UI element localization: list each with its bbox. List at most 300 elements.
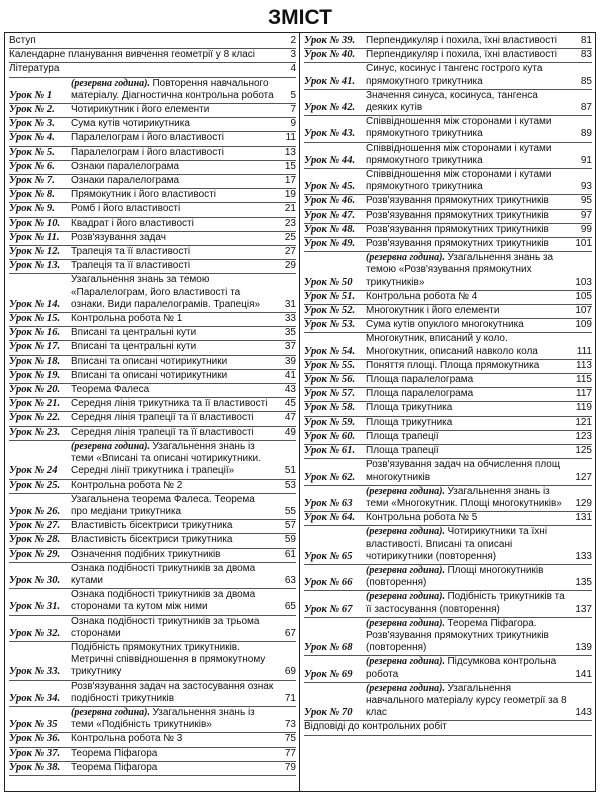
- toc-entry: [9, 427, 296, 441]
- toc-entry: [9, 132, 296, 146]
- lesson-title: Многокутник, вписаний у коло. Многокутник, описаний навколо кола: [366, 333, 538, 357]
- toc-entry: [9, 104, 296, 118]
- lesson-title: Контрольна робота № 1: [71, 313, 183, 325]
- page-number: 129: [575, 497, 592, 509]
- lesson-number: Урок № 25.: [9, 479, 61, 491]
- page-number: 59: [284, 534, 296, 546]
- page-number: 2: [290, 35, 296, 46]
- lesson-number: Урок № 38.: [9, 761, 61, 773]
- lesson-title: Теорема Фалеса: [71, 384, 150, 396]
- lesson-title: Ознака подібності трикутників за двома кутами: [71, 562, 256, 586]
- lesson-number: Урок № 2.: [9, 104, 55, 116]
- lesson-number: Урок № 41.: [304, 75, 356, 87]
- page-number: 73: [284, 719, 296, 731]
- toc-entry: [9, 147, 296, 161]
- page-number: 95: [580, 195, 592, 207]
- lesson-number: Урок № 36.: [9, 733, 61, 745]
- lesson-number: Урок № 8.: [9, 189, 55, 201]
- toc-entry: [304, 224, 592, 238]
- toc-entry: [304, 683, 592, 722]
- page-number: 41: [284, 369, 296, 381]
- lesson-number: Урок № 6.: [9, 160, 55, 172]
- page-number: 141: [575, 668, 592, 680]
- toc-entry: [9, 49, 296, 63]
- lesson-title: Перпендикуляр і похила, їхні властивості: [366, 35, 558, 46]
- page-number: 83: [580, 49, 592, 61]
- lesson-number: Урок № 53.: [304, 319, 356, 331]
- lesson-number: Урок № 35: [9, 719, 58, 731]
- lesson-title: (резервна година). Подібність трикутників та її застосування (повторення): [366, 591, 565, 615]
- lesson-title: Властивість бісектриси трикутника: [71, 520, 233, 532]
- lesson-title: Означення подібних трикутників: [71, 548, 221, 560]
- lesson-title: Ознака подібності трикутників за двома сторонами та кутом між ними: [71, 589, 256, 613]
- lesson-number: Урок № 27.: [9, 520, 61, 532]
- lesson-title: Значення синуса, косинуса, тангенса деяких кутів: [366, 89, 538, 114]
- toc-entry: [9, 35, 296, 49]
- lesson-number: Урок № 1: [9, 89, 53, 101]
- lesson-number: Урок № 58.: [304, 402, 356, 414]
- toc-entry: [9, 370, 296, 384]
- lesson-title: Контрольна робота № 3: [71, 733, 183, 745]
- page-title: ЗМІСТ: [268, 6, 332, 29]
- toc-entry: [9, 398, 296, 412]
- page-number: 113: [576, 359, 592, 371]
- page-number: 133: [575, 550, 592, 562]
- page-number: 63: [284, 574, 296, 586]
- toc-entry: [9, 748, 296, 762]
- toc-entry: [9, 246, 296, 260]
- lesson-number: Урок № 54.: [304, 345, 356, 357]
- page-number: 75: [284, 733, 296, 745]
- lesson-title: Многокутник і його елементи: [366, 305, 500, 317]
- page-number: 79: [284, 761, 296, 773]
- page-number: 109: [575, 319, 592, 331]
- page-number: 37: [284, 341, 296, 353]
- lesson-number: Урок № 68: [304, 642, 353, 654]
- lesson-title: Контрольна робота № 5: [366, 512, 478, 524]
- page-number: 119: [576, 402, 592, 414]
- toc-entry: [304, 431, 592, 445]
- lesson-number: Урок № 52.: [304, 305, 356, 317]
- lesson-number: Урок № 26.: [9, 505, 61, 517]
- toc-entry: [304, 360, 592, 374]
- reserve-note: (резервна година).: [366, 591, 448, 603]
- toc-entry: [304, 291, 592, 305]
- toc-entry: [9, 441, 296, 480]
- page-number: 99: [580, 223, 592, 235]
- lesson-number: Урок № 24: [9, 465, 58, 477]
- reserve-note: (резервна година).: [366, 485, 448, 497]
- reserve-note: (резервна година).: [366, 617, 448, 629]
- page-number: 111: [576, 345, 592, 357]
- lesson-number: Урок № 62.: [304, 471, 356, 483]
- lesson-title: Трапеція та її властивості: [71, 246, 191, 258]
- toc-entry: [9, 274, 296, 313]
- lesson-title: Контрольна робота № 4: [366, 290, 478, 302]
- lesson-title: Ознака подібності трикутників за трьома сторонами: [71, 615, 260, 639]
- lesson-number: Урок № 42.: [304, 102, 356, 114]
- lesson-title: Паралелограм і його властивості: [71, 132, 224, 144]
- toc-entry: [304, 618, 592, 657]
- lesson-title: Синус, косинус і тангенс гострого кута прямокутного трикутника: [366, 63, 543, 87]
- toc-entry: [9, 203, 296, 217]
- lesson-number: Урок № 61.: [304, 445, 356, 457]
- lesson-number: Урок № 45.: [304, 181, 356, 193]
- lesson-number: Урок № 32.: [9, 627, 61, 639]
- lesson-title: Середня лінія трапеції та її властивості: [71, 412, 254, 424]
- page-number: 53: [284, 479, 296, 491]
- lesson-title: Узагальнення знань за темою «Паралелограм, його властивості та ознаки. Види паралелограмів. Трапеція»: [71, 274, 261, 310]
- lesson-title: (резервна година). Площі многокутників (повторення): [366, 564, 544, 589]
- lesson-number: Урок № 9.: [9, 203, 55, 215]
- toc-entry: [9, 161, 296, 175]
- page-number: 89: [580, 128, 592, 140]
- lesson-title: Вписані та описані чотирикутники: [71, 355, 228, 367]
- toc-entry: [304, 402, 592, 416]
- lesson-number: Урок № 65: [304, 550, 353, 562]
- page-number: 43: [284, 384, 296, 396]
- lesson-title: Площа трапеції: [366, 430, 439, 442]
- page-number: 143: [575, 707, 592, 719]
- lesson-number: Урок № 13.: [9, 260, 61, 272]
- lesson-title: Чотирикутник і його елементи: [71, 104, 210, 116]
- toc-entry: [9, 313, 296, 327]
- lesson-title: Розв'язування прямокутних трикутників: [366, 238, 549, 250]
- lesson-number: Урок № 44.: [304, 154, 356, 166]
- toc-entry: [304, 195, 592, 209]
- toc-entry: [9, 494, 296, 520]
- toc-entry: [304, 565, 592, 591]
- lesson-number: Урок № 59.: [304, 416, 356, 428]
- toc-entry: [304, 210, 592, 224]
- toc-entry: [304, 591, 592, 617]
- lesson-title: Розв'язування задач: [71, 231, 166, 243]
- page-number: 11: [285, 132, 296, 144]
- page-number: 107: [575, 305, 592, 317]
- lesson-number: Урок № 33.: [9, 666, 61, 678]
- lesson-number: Урок № 7.: [9, 175, 55, 187]
- lesson-title: Література: [9, 63, 60, 75]
- toc-entry: [304, 333, 592, 359]
- page-number: 91: [580, 154, 592, 166]
- toc-entry: [9, 341, 296, 355]
- page-number: 57: [284, 520, 296, 532]
- lesson-title: Прямокутник і його властивості: [71, 189, 216, 201]
- toc-entry: [304, 305, 592, 319]
- lesson-title: (резервна година). Підсумкова контрольна робота: [366, 656, 557, 680]
- toc-entry: [9, 707, 296, 733]
- lesson-number: Урок № 67: [304, 603, 353, 615]
- toc-entry: [304, 486, 592, 512]
- reserve-note: (резервна година).: [366, 526, 448, 538]
- lesson-number: Урок № 46.: [304, 195, 356, 207]
- lesson-number: Урок № 66: [304, 577, 353, 589]
- page-number: 117: [576, 388, 592, 400]
- lesson-title: Площа паралелограма: [366, 388, 474, 400]
- page-number: 21: [284, 203, 296, 215]
- toc-entry: [9, 118, 296, 132]
- reserve-note: (резервна година).: [366, 252, 448, 264]
- lesson-number: Урок № 34.: [9, 692, 61, 704]
- lesson-number: Урок № 12.: [9, 246, 61, 258]
- lesson-number: Урок № 14.: [9, 298, 61, 310]
- page-number: 125: [575, 445, 592, 457]
- lesson-number: Урок № 69: [304, 668, 353, 680]
- lesson-title: Вписані та центральні кути: [71, 327, 197, 339]
- lesson-title: (резервна година). Узагальнення знань із теми «Подібність трикутників»: [71, 706, 255, 731]
- lesson-number: Урок № 3.: [9, 118, 55, 130]
- lesson-number: Урок № 15.: [9, 313, 61, 325]
- lesson-number: Урок № 31.: [9, 601, 61, 613]
- reserve-note: (резервна година).: [366, 656, 448, 668]
- page-number: 65: [284, 601, 296, 613]
- toc-entry: [304, 238, 592, 252]
- page-number: 137: [575, 603, 592, 615]
- page-number: 87: [580, 102, 592, 114]
- page-number: 29: [284, 260, 296, 272]
- page-number: 51: [284, 465, 296, 477]
- lesson-title: (резервна година). Узагальнення навчального матеріалу курсу геометрії за 8 клас: [366, 682, 567, 719]
- toc-entry: [304, 35, 592, 49]
- lesson-title: Вступ: [9, 35, 36, 46]
- lesson-title: Квадрат і його властивості: [71, 217, 194, 229]
- page-number: 69: [284, 666, 296, 678]
- lesson-number: Урок № 55.: [304, 359, 356, 371]
- lesson-title: Ромб і його властивості: [71, 203, 181, 215]
- lesson-number: Урок № 37.: [9, 747, 61, 759]
- page-number: 103: [575, 276, 592, 288]
- lesson-title: Властивість бісектриси трикутника: [71, 534, 233, 546]
- page-number: 127: [575, 471, 592, 483]
- lesson-number: Урок № 48.: [304, 223, 356, 235]
- lesson-number: Урок № 10.: [9, 217, 61, 229]
- page-number: 39: [284, 355, 296, 367]
- toc-entry: [9, 63, 296, 77]
- toc-entry: [304, 169, 592, 195]
- lesson-title: Сума кутів опуклого многокутника: [366, 319, 524, 331]
- page-number: 115: [576, 374, 592, 386]
- lesson-title: Сума кутів чотирикутника: [71, 118, 190, 130]
- toc-entry: [9, 733, 296, 747]
- lesson-title: Перпендикуляр і похила, їхні властивості: [366, 49, 558, 61]
- page-number: 9: [290, 118, 296, 130]
- toc-entry: [304, 252, 592, 291]
- page-number: 19: [284, 189, 296, 201]
- lesson-title: (резервна година). Чотирикутники та їхні властивості. Вписані та описані чотирикутники (повторення): [366, 526, 548, 562]
- lesson-title: Ознаки паралелограма: [71, 175, 180, 187]
- reserve-note: (резервна година).: [71, 77, 153, 89]
- lesson-number: Урок № 29.: [9, 548, 61, 560]
- lesson-number: Урок № 56.: [304, 374, 356, 386]
- lesson-title: Середня лінія трикутника та її властивості: [71, 398, 268, 410]
- lesson-number: Урок № 16.: [9, 327, 61, 339]
- page-number: 61: [284, 548, 296, 560]
- toc-entry: [9, 549, 296, 563]
- toc-right-column: [300, 33, 595, 791]
- page-number: 49: [284, 426, 296, 438]
- toc-entry: [9, 232, 296, 246]
- toc-entry: [304, 319, 592, 333]
- page-number: 101: [575, 238, 592, 250]
- lesson-number: Урок № 23.: [9, 426, 61, 438]
- toc-entry: [9, 175, 296, 189]
- lesson-title: Вписані та описані чотирикутники: [71, 369, 228, 381]
- lesson-number: Урок № 11.: [9, 231, 60, 243]
- page-number: 85: [580, 75, 592, 87]
- toc-entry: [9, 534, 296, 548]
- lesson-number: Урок № 28.: [9, 534, 61, 546]
- lesson-number: Урок № 22.: [9, 412, 61, 424]
- page-number: 121: [575, 416, 592, 428]
- lesson-number: Урок № 20.: [9, 384, 61, 396]
- lesson-title: (резервна година). Узагальнення знань за темою «Розв'язування прямокутних трикутників»: [366, 252, 554, 288]
- lesson-number: Урок № 21.: [9, 398, 61, 410]
- toc-entry: [304, 512, 592, 526]
- page-number: 33: [284, 313, 296, 325]
- lesson-title: Календарне планування вивчення геометрії у 8 класі: [9, 49, 256, 61]
- toc-entry: [9, 78, 296, 104]
- toc-left-column: [5, 33, 300, 791]
- lesson-title: Трапеція та її властивості: [71, 260, 191, 272]
- lesson-number: Урок № 39.: [304, 35, 356, 46]
- lesson-number: Урок № 60.: [304, 430, 356, 442]
- lesson-title: Співвідношення між сторонами і кутами прямокутного трикутника: [366, 169, 552, 193]
- lesson-title: (резервна година). Повторення навчального матеріалу. Діагностична контрольна робота: [71, 77, 274, 101]
- lesson-title: Теорема Піфагора: [71, 761, 158, 773]
- page-number: 4: [290, 63, 296, 75]
- page-number: 81: [580, 35, 592, 46]
- lesson-title: Площа паралелограма: [366, 374, 474, 386]
- page-number: 67: [284, 627, 296, 639]
- toc-entry: [9, 616, 296, 642]
- page-number: 55: [284, 505, 296, 517]
- page-number: 35: [284, 327, 296, 339]
- page-number: 7: [290, 104, 296, 116]
- lesson-number: Урок № 30.: [9, 574, 61, 586]
- toc-entry: [304, 90, 592, 116]
- lesson-number: Урок № 19.: [9, 369, 61, 381]
- toc-entry: [9, 762, 296, 776]
- page-number: 139: [575, 642, 592, 654]
- toc-entry: [9, 412, 296, 426]
- lesson-number: Урок № 18.: [9, 355, 61, 367]
- lesson-title: Подібність прямокутних трикутників. Метричні співвідношення в прямокутному трикутнику: [71, 641, 266, 678]
- page-number: 25: [284, 231, 296, 243]
- lesson-number: Урок № 63: [304, 497, 353, 509]
- toc-entry: [304, 63, 592, 89]
- toc-entry: [304, 49, 592, 63]
- toc-entry: [304, 445, 592, 459]
- page-number: 77: [284, 747, 296, 759]
- reserve-note: (резервна година).: [71, 706, 153, 718]
- lesson-number: Урок № 70: [304, 707, 353, 719]
- lesson-title: Контрольна робота № 2: [71, 479, 183, 491]
- lesson-title: Співвідношення між сторонами і кутами прямокутного трикутника: [366, 116, 552, 140]
- lesson-title: (резервна година). Узагальнення знань із теми «Многокутник. Площі многокутників»: [366, 485, 562, 509]
- lesson-title: Розв'язування прямокутних трикутників: [366, 195, 549, 207]
- toc-entry: [9, 327, 296, 341]
- lesson-title: (резервна година). Теорема Піфагора. Розв'язування прямокутних трикутників (повторення): [366, 617, 549, 654]
- toc-entry: [304, 116, 592, 142]
- page-number: 97: [580, 209, 592, 221]
- lesson-title: Площа трапеції: [366, 445, 439, 457]
- lesson-title: Розв'язування задач на обчислення площ многокутників: [366, 459, 561, 483]
- toc-table: [4, 32, 596, 792]
- toc-entry: [9, 563, 296, 589]
- lesson-title: Поняття площі. Площа прямокутника: [366, 359, 540, 371]
- page-number: 23: [284, 217, 296, 229]
- lesson-number: Урок № 4.: [9, 132, 55, 144]
- page-number: 3: [290, 49, 296, 61]
- lesson-number: Урок № 40.: [304, 49, 356, 61]
- page-number: 131: [575, 512, 592, 524]
- page-number: 17: [284, 175, 296, 187]
- lesson-title: Узагальнена теорема Фалеса. Теорема про медіани трикутника: [71, 493, 255, 517]
- lesson-number: Урок № 5.: [9, 146, 55, 158]
- lesson-title: Співвідношення між сторонами і кутами прямокутного трикутника: [366, 142, 552, 166]
- lesson-title: Розв'язування прямокутних трикутників: [366, 223, 549, 235]
- lesson-title: Розв'язування прямокутних трикутників: [366, 209, 549, 221]
- lesson-title: Теорема Піфагора: [71, 747, 158, 759]
- lesson-title: Відповіді до контрольних робіт: [304, 721, 447, 733]
- toc-entry: [304, 656, 592, 682]
- lesson-title: Паралелограм і його властивості: [71, 146, 224, 158]
- page-number: 27: [284, 246, 296, 258]
- lesson-number: Урок № 43.: [304, 128, 356, 140]
- toc-entry: [9, 681, 296, 707]
- toc-entry: [9, 189, 296, 203]
- toc-entry: [304, 374, 592, 388]
- lesson-title: (резервна година). Узагальнення знань із теми «Вписані та описані чотирикутники. Середні лінії трикутника і трапеції»: [71, 440, 261, 477]
- page-number: 105: [575, 290, 592, 302]
- reserve-note: (резервна година).: [366, 682, 448, 694]
- lesson-number: Урок № 47.: [304, 209, 356, 221]
- lesson-number: Урок № 64.: [304, 512, 356, 524]
- lesson-number: Урок № 49.: [304, 238, 356, 250]
- toc-entry: [9, 356, 296, 370]
- lesson-title: Ознаки паралелограма: [71, 160, 180, 172]
- toc-entry: [9, 589, 296, 615]
- page-number: 135: [575, 577, 592, 589]
- toc-entry: [304, 459, 592, 485]
- toc-entry: [304, 721, 592, 735]
- toc-entry: [9, 642, 296, 681]
- page-number: 123: [575, 430, 592, 442]
- lesson-number: Урок № 57.: [304, 388, 356, 400]
- lesson-title: Вписані та центральні кути: [71, 341, 197, 353]
- page-number: 13: [284, 146, 296, 158]
- reserve-note: (резервна година).: [366, 564, 448, 576]
- lesson-title: Площа трикутника: [366, 402, 453, 414]
- page-number: 47: [284, 412, 296, 424]
- toc-entry: [9, 480, 296, 494]
- lesson-number: Урок № 51.: [304, 290, 356, 302]
- page-number: 45: [284, 398, 296, 410]
- lesson-number: Урок № 17.: [9, 341, 61, 353]
- page-number: 15: [284, 160, 296, 172]
- toc-entry: [304, 143, 592, 169]
- toc-entry: [9, 384, 296, 398]
- page-number: 93: [580, 181, 592, 193]
- toc-entry: [9, 260, 296, 274]
- lesson-title: Розв'язування задач на застосування ознак подібності трикутників: [71, 680, 274, 704]
- lesson-title: Площа трикутника: [366, 416, 453, 428]
- lesson-title: Середня лінія трапеції та її властивості: [71, 426, 254, 438]
- page-number: 31: [284, 298, 296, 310]
- page-number: 5: [290, 89, 296, 101]
- lesson-number: Урок № 50: [304, 276, 353, 288]
- toc-entry: [304, 526, 592, 565]
